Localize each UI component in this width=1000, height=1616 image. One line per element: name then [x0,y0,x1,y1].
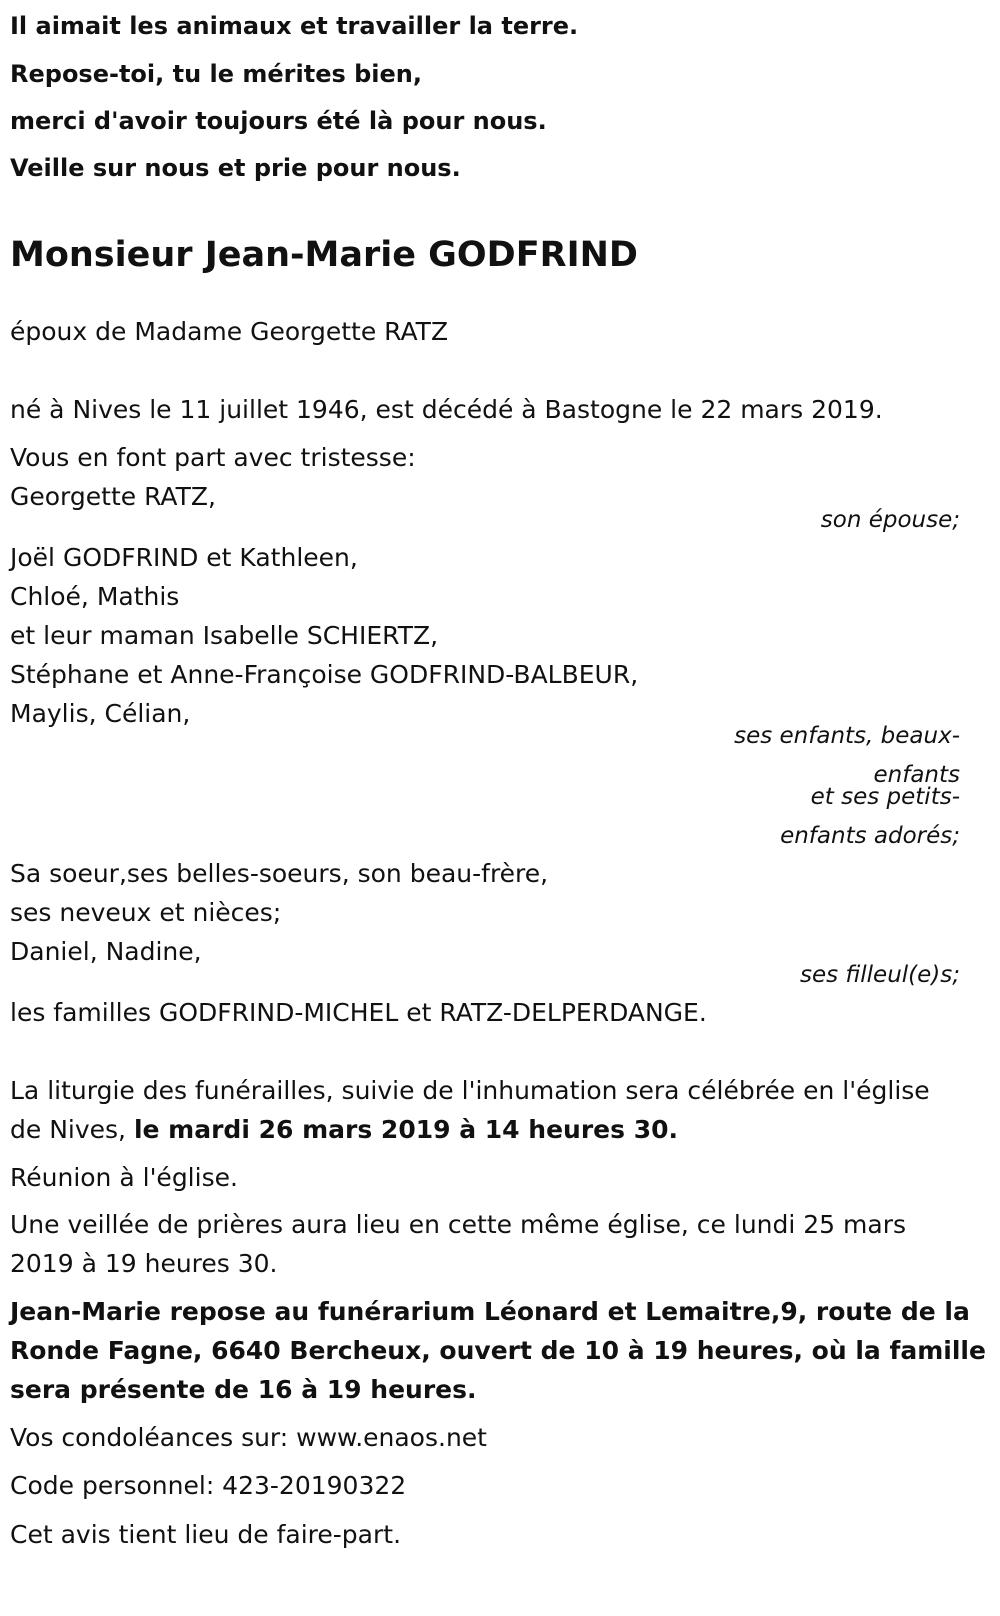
funeral-line-2 [10,1115,678,1145]
siblings-line-1: Sa soeur,ses belles-soeurs, son beau-frère, [10,859,549,888]
announce-line: Vous en font part avec tristesse: [10,443,416,472]
funeral-place: de Nives, [10,1115,134,1144]
godchildren-role: ses filleul(e)s; [799,962,960,988]
children-role-1: ses enfants, beaux- [734,723,960,749]
epitaph-line-2: Repose-toi, tu le mérites bien, [10,60,423,88]
funerarium-line-1: Jean-Marie repose au funérarium Léonard et Lemaitre,9, route de la [10,1297,970,1326]
children-role-2: enfants [873,762,960,788]
vigil-line-2: 2019 à 19 heures 30. [10,1249,278,1278]
closing-line: Cet avis tient lieu de faire-part. [10,1520,402,1549]
children-role-4: enfants adorés; [780,823,960,849]
personal-code-line: Code personnel: 423-20190322 [10,1471,407,1500]
child-line-2: Chloé, Mathis [10,582,180,611]
child-line-3: et leur maman Isabelle SCHIERTZ, [10,621,439,650]
siblings-line-3: Daniel, Nadine, [10,937,202,966]
children-role-3: et ses petits- [810,784,960,810]
epitaph-line-4: Veille sur nous et prie pour nous. [10,154,461,182]
funeral-line-1: La liturgie des funérailles, suivie de l'inhumation sera célébrée en l'église [10,1076,930,1105]
funerarium-line-2: Ronde Fagne, 6640 Bercheux, ouvert de 10 à 19 heures, où la famille [10,1336,986,1365]
child-line-4: Stéphane et Anne-Françoise GODFRIND-BALBEUR, [10,660,639,689]
epitaph-line-1: Il aimait les animaux et travailler la terre. [10,12,579,40]
vigil-line-1: Une veillée de prières aura lieu en cette même église, ce lundi 25 mars [10,1210,907,1239]
meeting-line: Réunion à l'église. [10,1163,238,1192]
epitaph-line-3: merci d'avoir toujours été là pour nous. [10,107,547,135]
spouse-line: époux de Madame Georgette RATZ [10,317,449,346]
child-line-1: Joël GODFRIND et Kathleen, [10,543,358,572]
wife-name: Georgette RATZ, [10,482,216,511]
birth-death-line: né à Nives le 11 juillet 1946, est décédé à Bastogne le 22 mars 2019. [10,395,883,424]
condolences-line: Vos condoléances sur: www.enaos.net [10,1423,487,1452]
wife-role: son épouse; [820,507,960,533]
funerarium-line-3: sera présente de 16 à 19 heures. [10,1375,477,1404]
child-line-5: Maylis, Célian, [10,699,191,728]
deceased-name-title: Monsieur Jean-Marie GODFRIND [10,235,638,275]
families-line: les familles GODFRIND-MICHEL et RATZ-DELPERDANGE. [10,998,707,1027]
siblings-line-2: ses neveux et nièces; [10,898,282,927]
funeral-date: le mardi 26 mars 2019 à 14 heures 30. [133,1115,678,1144]
